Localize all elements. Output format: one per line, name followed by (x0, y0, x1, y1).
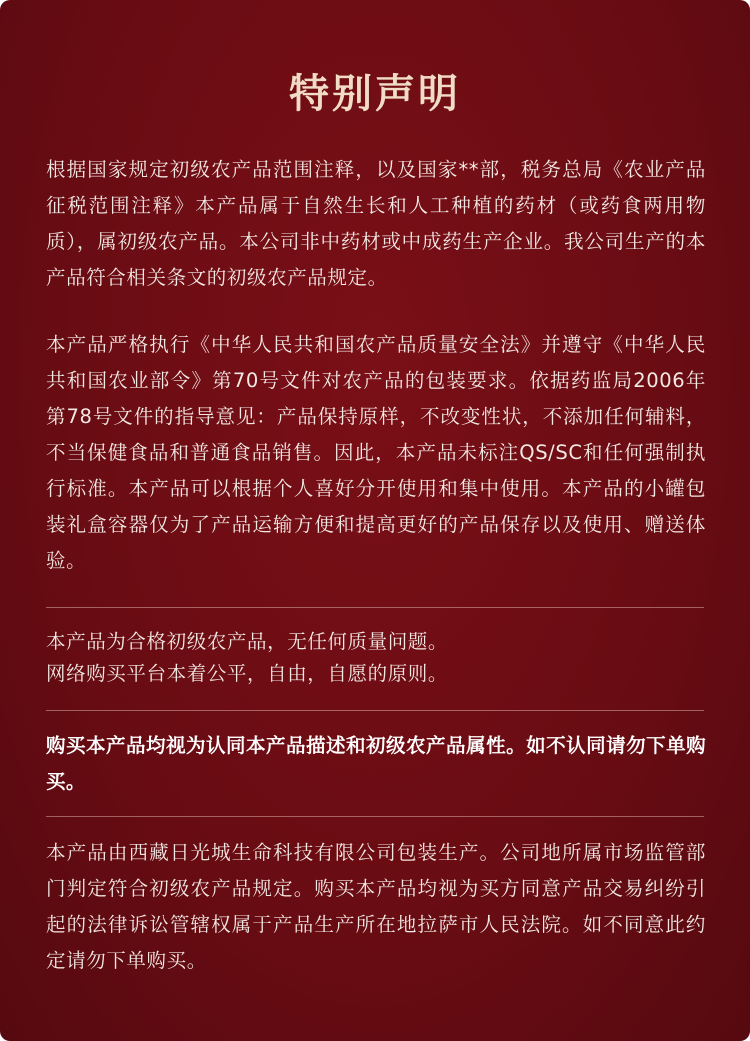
divider (46, 816, 704, 817)
paragraph-jurisdiction: 本产品由西藏日光城生命科技有限公司包装生产。公司地所属市场监管部门判定符合初级农产品规定。购买本产品均视为买方同意产品交易纠纷引起的法律诉讼管辖权属于产品生产所在地拉萨市人民法院。如不同意此约定请勿下单购买。 (46, 841, 706, 972)
page-title: 特别声明 (289, 71, 461, 117)
divider (46, 607, 704, 608)
paragraph-classification: 根据国家规定初级农产品范围注释，以及国家**部，税务总局《农业产品征税范围注释》本产品属于自然生长和人工种植的药材（或药食两用物质），属初级农产品。本公司非中药材或中成药生产企业。我公司生产的本产品符合相关条文的初级农产品规定。 (46, 158, 706, 289)
divider (46, 710, 704, 711)
notice-principle: 网络购买平台本着公平，自由，自愿的原则。 (46, 662, 449, 685)
notice-quality: 本产品为合格初级农产品，无任何质量问题。 (46, 630, 449, 653)
bold-purchase-notice: 购买本产品均视为认同本产品描述和初级农产品属性。如不认同请勿下单购买。 (46, 734, 706, 793)
notice-block (46, 626, 706, 690)
paragraph-regulation: 本产品严格执行《中华人民共和国农产品质量安全法》并遵守《中华人民共和国农业部令》第70号文件对农产品的包装要求。依据药监局2006年第78号文件的指导意见：产品保持原样，不改变性状，不添加任何辅料，不当保健食品和普通食品销售。因此，本产品未标注QS/SC和任何强制执行标准。本产品可以根据个人喜好分开使用和集中使用。本产品的小罐包装礼盒容器仅为了产品运输方便和提高更好的产品保存以及使用、赠送体验。 (46, 333, 706, 572)
